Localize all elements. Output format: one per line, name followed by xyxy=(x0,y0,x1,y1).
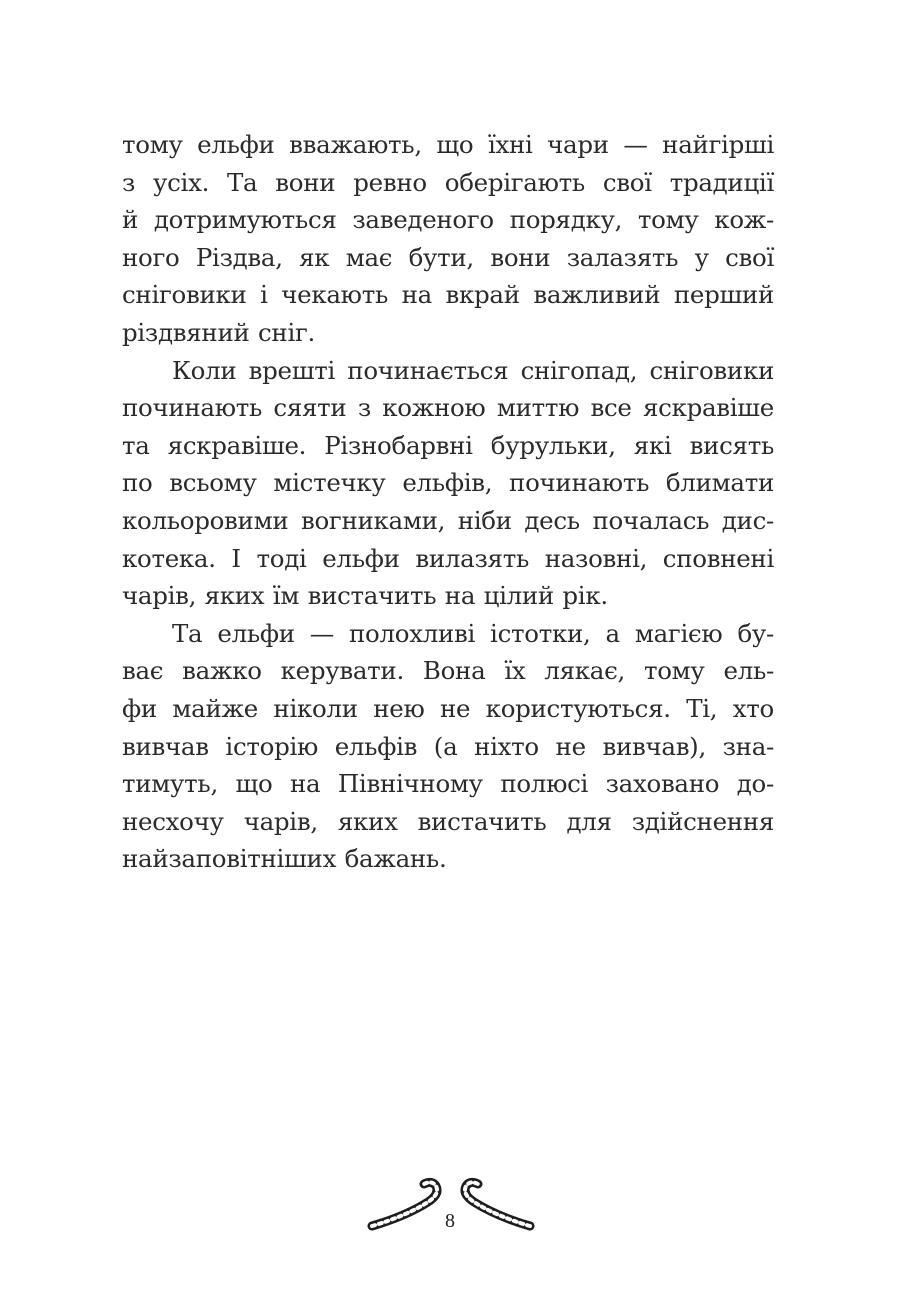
text-line: починають сяяти з кожною миттю все яскравіше xyxy=(122,393,774,423)
candy-cane-icon xyxy=(366,1172,446,1236)
paragraph-3 xyxy=(122,615,774,878)
text-line: Та ельфи — полохливі істотки, а магією бу- xyxy=(172,618,774,648)
page-footer xyxy=(360,1172,540,1242)
page-body xyxy=(122,126,774,878)
text-line: тому ельфи вважають, що їхні чари — найгірші xyxy=(122,130,774,159)
text-line: з усіх. Та вони ревно оберігають свої традиції xyxy=(122,167,774,197)
text-line: ває важко керувати. Вона їх лякає, тому ель- xyxy=(122,656,774,686)
page-number: 8 xyxy=(445,1210,455,1232)
text-line: вивчав історію ельфів (а ніхто не вивчав), зна- xyxy=(122,731,774,761)
text-line: чарів, яких їм вистачить на цілий рік. xyxy=(122,581,608,611)
text-line: котека. І тоді ельфи вилазять назовні, сповнені xyxy=(122,543,774,573)
text-line: сніговики і чекають на вкрай важливий перший xyxy=(122,280,774,310)
text-line: кольоровими вогниками, ніби десь почалась дис- xyxy=(122,505,774,535)
text-line: найзаповітніших бажань. xyxy=(122,844,447,874)
text-line: фи майже ніколи нею не користуються. Ті, хто xyxy=(122,693,774,723)
text-line: тимуть, що на Північному полюсі заховано до- xyxy=(122,769,774,799)
text-line: різдвяний сніг. xyxy=(122,317,316,347)
text-line: Коли врешті починається снігопад, сніговики xyxy=(172,355,774,385)
paragraph-1 xyxy=(122,126,774,352)
paragraph-2 xyxy=(122,352,774,615)
text-line: й дотримуються заведеного порядку, тому кож- xyxy=(122,205,774,235)
text-line: по всьому містечку ельфів, починають блимати xyxy=(122,468,774,498)
text-line: ного Різдва, як має бути, вони залазять у свої xyxy=(122,242,774,272)
text-line: несхочу чарів, яких вистачить для здійснення xyxy=(122,806,774,836)
text-line: та яскравіше. Різнобарвні бурульки, які висять xyxy=(122,430,774,460)
candy-cane-icon xyxy=(456,1172,536,1236)
